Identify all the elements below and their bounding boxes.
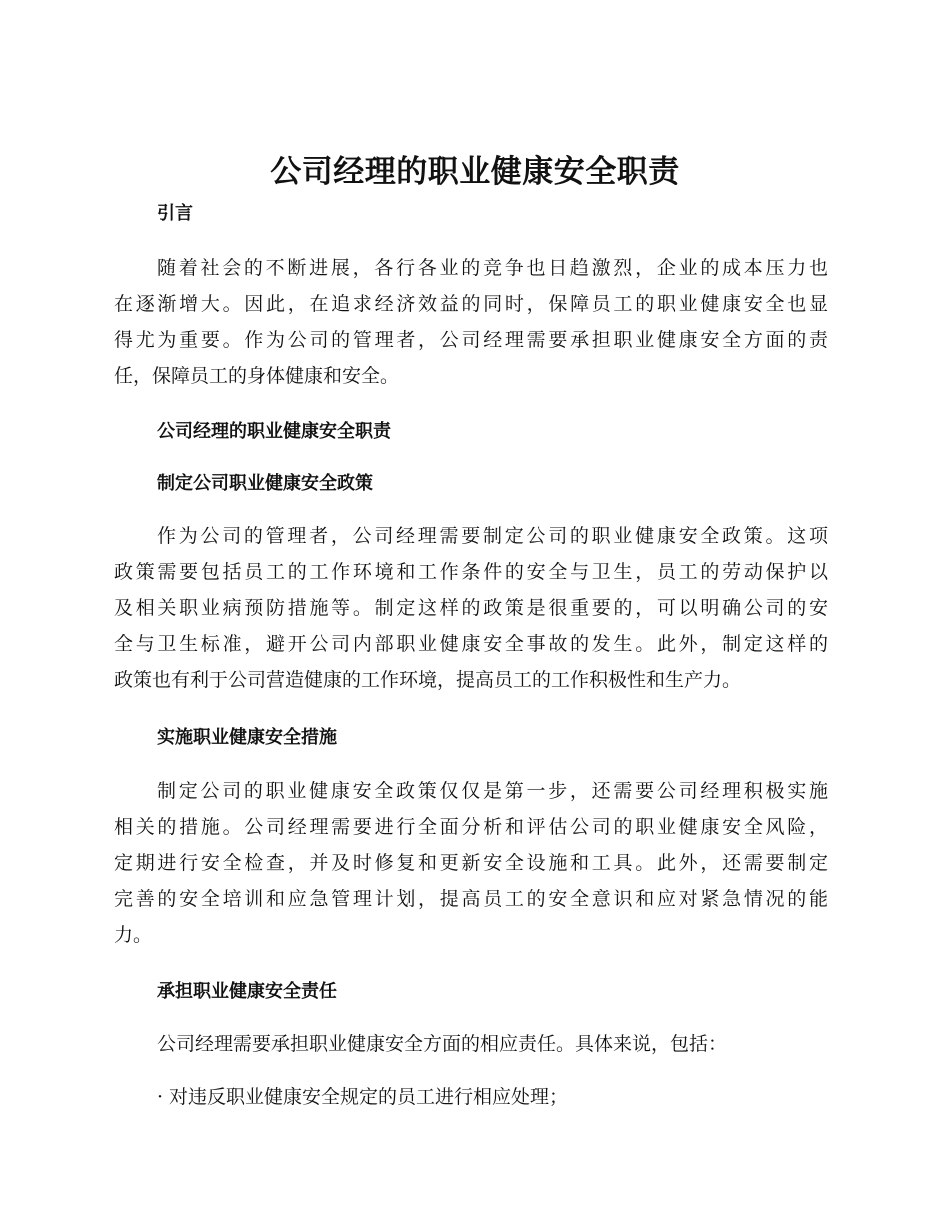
paragraph-line: 完善的安全培训和应急管理计划，提高员工的安全意识和应对紧急情况的能 xyxy=(114,888,828,910)
paragraph-line: 政策需要包括员工的工作环境和工作条件的安全与卫生，员工的劳动保护以 xyxy=(114,561,828,583)
bullet-icon: · xyxy=(157,1086,164,1108)
document-title: 公司经理的职业健康安全职责 xyxy=(270,154,680,190)
paragraph-line: 公司经理需要承担职业健康安全方面的相应责任。具体来说，包括： xyxy=(157,1033,728,1055)
paragraph-line: 得尤为重要。作为公司的管理者，公司经理需要承担职业健康安全方面的责 xyxy=(114,329,828,351)
subsection-heading-policy: 制定公司职业健康安全政策 xyxy=(157,473,373,494)
paragraph-line: 作为公司的管理者，公司经理需要制定公司的职业健康安全政策。这项 xyxy=(157,525,828,547)
paragraph-line: 制定公司的职业健康安全政策仅仅是第一步，还需要公司经理积极实施 xyxy=(157,780,828,802)
list-item xyxy=(157,1079,568,1115)
subsection-heading-measures: 实施职业健康安全措施 xyxy=(157,727,337,748)
paragraph-policy xyxy=(114,518,828,698)
paragraph-responsibility xyxy=(114,1026,828,1062)
subsection-heading-responsibility: 承担职业健康安全责任 xyxy=(157,981,337,1002)
paragraph-line: 定期进行安全检查，并及时修复和更新安全设施和工具。此外，还需要制定 xyxy=(114,852,828,874)
paragraph-line: 力。 xyxy=(114,924,153,946)
paragraph-line: 在逐渐增大。因此，在追求经济效益的同时，保障员工的职业健康安全也显 xyxy=(114,293,828,315)
paragraph-line: 随着社会的不断进展，各行各业的竞争也日趋激烈，企业的成本压力也 xyxy=(157,257,828,279)
paragraph-line: 政策也有利于公司营造健康的工作环境，提高员工的工作积极性和生产力。 xyxy=(114,669,742,691)
section-heading-duties: 公司经理的职业健康安全职责 xyxy=(157,421,391,442)
paragraph-line: 相关的措施。公司经理需要进行全面分析和评估公司的职业健康安全风险， xyxy=(114,816,828,838)
paragraph-intro xyxy=(114,250,828,394)
section-heading-intro: 引言 xyxy=(157,203,193,224)
list-item-text: 对违反职业健康安全规定的员工进行相应处理； xyxy=(169,1086,569,1108)
paragraph-line: 及相关职业病预防措施等。制定这样的政策是很重要的，可以明确公司的安 xyxy=(114,597,828,619)
paragraph-measures xyxy=(114,773,828,953)
paragraph-line: 任，保障员工的身体健康和安全。 xyxy=(114,365,400,387)
paragraph-line: 全与卫生标准，避开公司内部职业健康安全事故的发生。此外，制定这样的 xyxy=(114,633,828,655)
